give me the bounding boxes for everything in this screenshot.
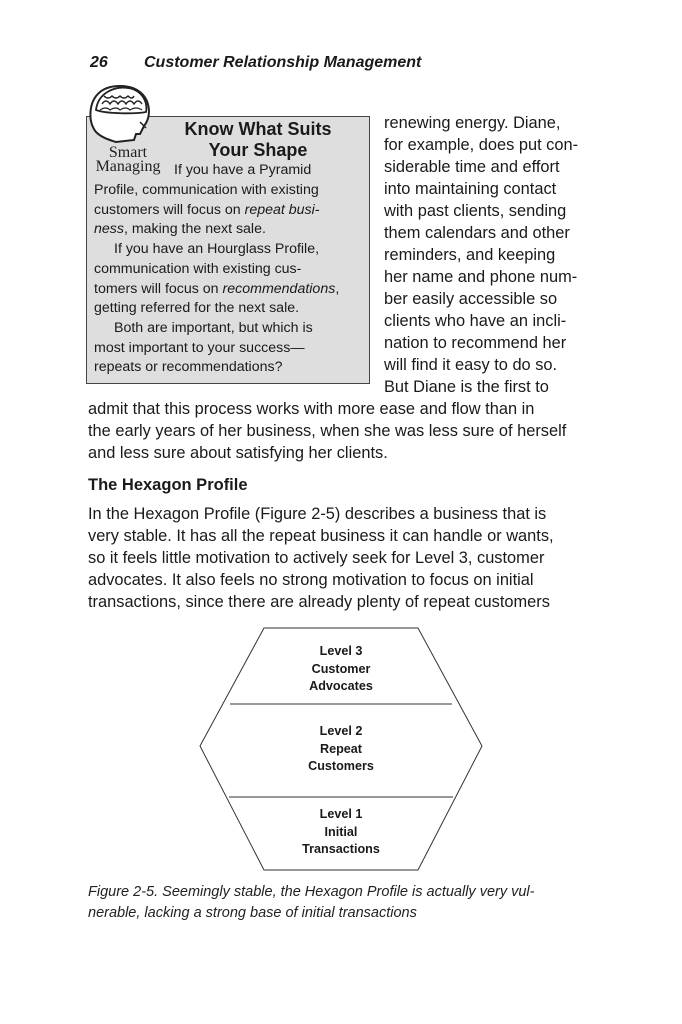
sidebar-line: communication with existing cus- (94, 261, 302, 277)
text-line: into maintaining contact (384, 180, 557, 198)
sidebar-line (94, 280, 339, 300)
body-paragraph (88, 503, 554, 613)
label-line: Advocates (309, 679, 373, 693)
text-line: renewing energy. Diane, (384, 114, 561, 132)
sidebar-line: If you have an Hourglass Profile, (114, 241, 320, 257)
hexagon-diagram (196, 626, 486, 872)
running-header (90, 54, 421, 72)
badge-line-managing: Managing (95, 158, 161, 175)
page-number: 26 (90, 54, 108, 71)
text-line: reminders, and keeping (384, 246, 556, 264)
text-line: for example, does put con- (384, 136, 579, 154)
label-line: Transactions (302, 842, 380, 856)
brain-head-icon (86, 82, 154, 144)
sidebar-title (160, 119, 356, 161)
book-title: Customer Relationship Management (144, 54, 422, 71)
sidebar-line (94, 201, 320, 221)
sidebar-line: repeats or recommendations? (94, 359, 283, 375)
sidebar-title-line: Your Shape (208, 140, 308, 160)
text-line: nation to recommend her (384, 334, 567, 352)
sidebar-line-italic: ness (94, 221, 124, 237)
text-line: will find it easy to do so. (384, 356, 558, 374)
caption-line: Figure 2-5. Seemingly stable, the Hexagon Profile is actually very vul- (88, 884, 535, 900)
sidebar-line-italic: repeat busi- (244, 202, 320, 218)
text-line: clients who have an incli- (384, 312, 567, 330)
text-line: very stable. It has all the repeat business it can handle or wants, (88, 527, 554, 545)
sidebar-line-part: customers will focus on (94, 202, 245, 218)
sidebar-line-italic: recommendations (222, 281, 336, 297)
label-line: Level 3 (319, 644, 363, 658)
column-paragraph (384, 112, 578, 398)
smart-managing-badge (90, 146, 166, 174)
text-line: But Diane is the first to (384, 378, 549, 396)
text-line: In the Hexagon Profile (Figure 2-5) describes a business that is (88, 505, 547, 523)
sidebar-line: Profile, communication with existing (94, 182, 319, 198)
sidebar-line: Both are important, but which is (114, 320, 313, 336)
sidebar-line (94, 220, 266, 240)
sidebar-line: most important to your success— (94, 340, 305, 356)
label-line: Level 1 (319, 807, 363, 821)
sidebar-line: getting referred for the next sale. (94, 300, 300, 316)
label-line: Level 2 (319, 724, 363, 738)
text-line: the early years of her business, when she was less sure of herself (88, 422, 567, 440)
text-line: them calendars and other (384, 224, 570, 242)
text-line: ber easily accessible so (384, 290, 558, 308)
sidebar-line-part: tomers will focus on (94, 281, 223, 297)
figure-caption (88, 882, 534, 924)
label-line: Customers (308, 759, 374, 773)
level-2-label (271, 723, 411, 776)
label-line: Customer (311, 661, 371, 676)
section-heading: The Hexagon Profile (88, 476, 248, 494)
text-line: with past clients, sending (384, 202, 567, 220)
caption-line: nerable, lacking a strong base of initial transactions (88, 905, 417, 921)
level-3-label (271, 643, 411, 696)
text-line: her name and phone num- (384, 268, 578, 286)
text-line: transactions, since there are already plenty of repeat customers (88, 593, 550, 611)
sidebar-line-part: , making the next sale. (123, 221, 266, 237)
text-line: so it feels little motivation to actively seek for Level 3, customer (88, 549, 545, 567)
body-paragraph (88, 398, 566, 464)
text-line: siderable time and effort (384, 158, 560, 176)
badge-line-smart: Smart (108, 144, 148, 161)
sidebar-line: If you have a Pyramid (174, 162, 312, 178)
label-line: Repeat (320, 741, 362, 756)
sidebar-title-line: Know What Suits (184, 119, 332, 139)
text-line: admit that this process works with more ease and flow than in (88, 400, 535, 418)
text-line: and less sure about satisfying her clients. (88, 444, 388, 462)
text-line: advocates. It also feels no strong motivation to focus on initial (88, 571, 534, 589)
sidebar-line-part: , (335, 281, 340, 297)
label-line: Initial (324, 824, 358, 839)
level-1-label (271, 806, 411, 859)
